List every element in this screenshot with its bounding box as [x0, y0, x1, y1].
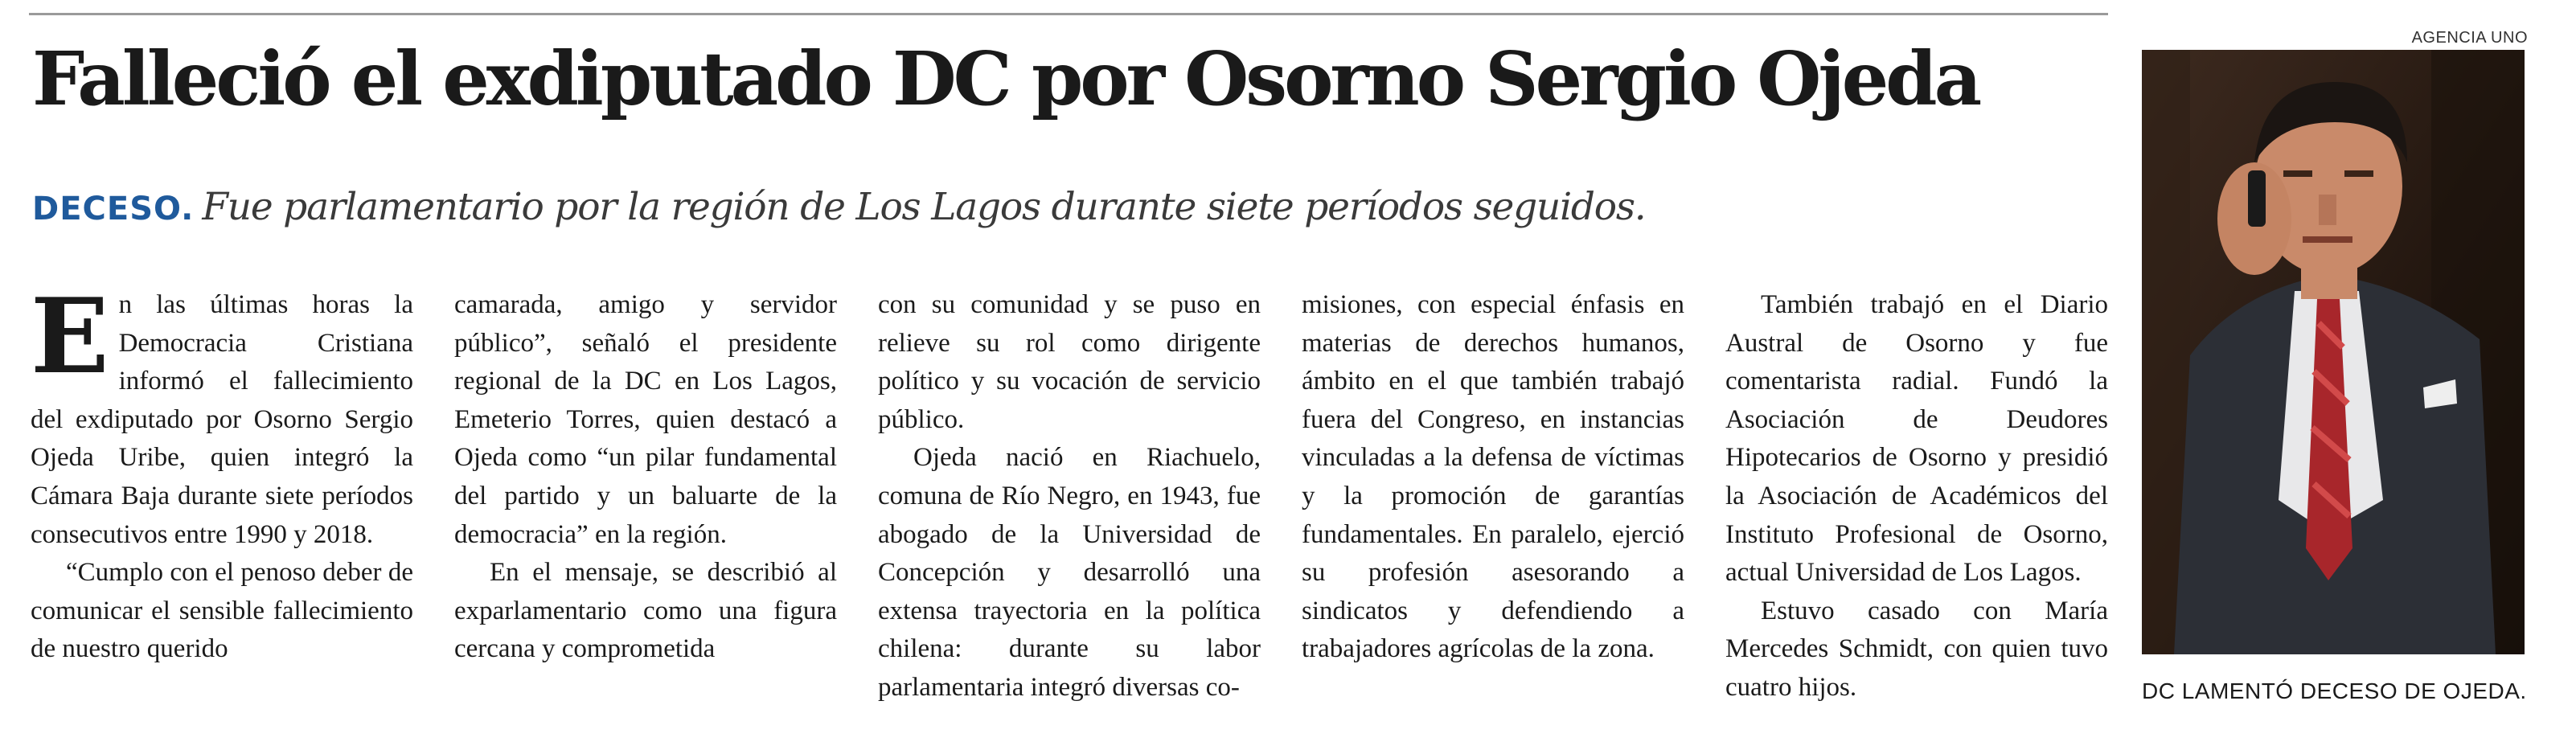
deck: [32, 185, 1646, 229]
article-paragraph: Estuvo casado con María Mercedes Schmidt, con quien tuvo cuatro hijos.: [1725, 596, 2108, 702]
drop-cap: E: [31, 277, 109, 397]
portrait-illustration: [2142, 50, 2525, 654]
article-paragraph: [31, 277, 413, 554]
article-paragraph: “Cumplo con el penoso deber de comunicar el sensible fallecimiento de nuestro querido: [31, 558, 413, 664]
article-column-3: [878, 286, 1261, 707]
article-paragraph: Ojeda nació en Riachuelo, comuna de Río Negro, en 1943, fue abogado de la Universidad de Concepción y desarrolló una extensa trayectoria en la política chilena: durante su labor parlamentaria integró diversas co-: [878, 443, 1261, 702]
kicker: DECESO.: [32, 191, 195, 227]
article-paragraph: En el mensaje, se describió al exparlamentario como una figura cercana y comprometida: [454, 558, 837, 664]
article-paragraph: También trabajó en el Diario Austral de Osorno y fue comentarista radial. Fundó la Asociación de Deudores Hipotecarios de Osorno y presidió la Asociación de Académicos del Instituto Profesional de Osorno, actual Universidad de Los Lagos.: [1725, 290, 2108, 588]
headline: Falleció el exdiputado DC por Osorno Sergio Ojeda: [32, 35, 1979, 122]
article-column-2: [454, 286, 837, 669]
article-column-4: [1302, 286, 1684, 669]
news-photo: [2142, 50, 2525, 654]
photo-caption: DC LAMENTÓ DECESO DE OJEDA.: [2142, 678, 2527, 703]
top-rule: [29, 13, 2108, 15]
article-paragraph: con su comunidad y se puso en relieve su rol como dirigente político y su vocación de servicio público.: [878, 290, 1261, 434]
article-paragraph: camarada, amigo y servidor público”, señaló el presidente regional de la DC en Los Lagos, Emeterio Torres, quien destacó a Ojeda como “un pilar fundamental del partido y un baluarte de la democracia” en la región.: [454, 290, 837, 549]
subhead: Fue parlamentario por la región de Los Lagos durante siete períodos seguidos.: [202, 185, 1646, 229]
photo-credit: AGENCIA UNO: [2411, 29, 2528, 47]
article-column-1: [31, 277, 413, 669]
article-body: [31, 277, 2108, 736]
lead-paragraph-text: n las últimas horas la Democracia Cristiana informó el fallecimiento del exdiputado por Osorno Sergio Ojeda Uribe, quien integró la Cámara Baja durante siete períodos consecutivos entre 1990 y 2018.: [31, 290, 413, 549]
article-column-5: [1725, 286, 2108, 707]
article-paragraph: misiones, con especial énfasis en materias de derechos humanos, ámbito en el que también trabajó fuera del Congreso, en instancias vinculadas a la defensa de víctimas y la promoción de garantías fundamentales. En paralelo, ejerció su profesión asesorando a sindicatos y defendiendo a trabajadores agrícolas de la zona.: [1302, 290, 1684, 664]
